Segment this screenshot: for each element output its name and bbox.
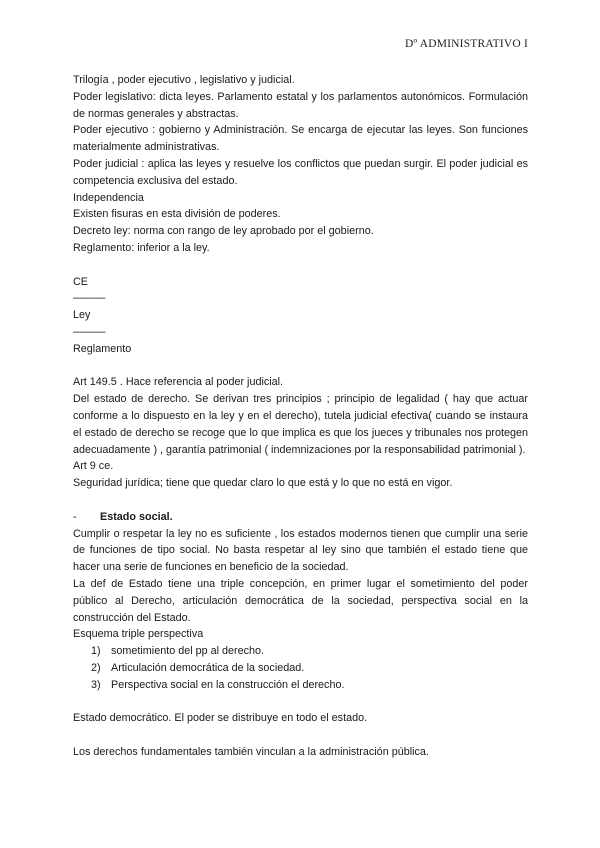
paragraph-poder-judicial: Poder judicial : aplica las leyes y resuelve los conflictos que puedan surgir. El poder judicial es competencia exclusiva del estado. (73, 157, 528, 187)
list-item-text: sometimiento del pp al derecho. (111, 645, 265, 658)
list-item (73, 660, 528, 677)
paragraph-art-149: Art 149.5 . Hace referencia al poder judicial. (73, 376, 284, 389)
page-header: Dº ADMINISTRATIVO I (404, 38, 528, 50)
list-item-number: 1) (91, 645, 101, 658)
hierarchy-ley: Ley (73, 309, 91, 322)
hierarchy-reglamento: Reglamento (73, 342, 132, 355)
paragraph-poder-ejecutivo: Poder ejecutivo : gobierno y Administración. Se encarga de ejecutar las leyes. Son funciones materialmente administrativas. (73, 124, 528, 154)
document-body (73, 72, 528, 761)
hierarchy-separator: ——— (73, 292, 106, 305)
paragraph-independencia: Independencia (73, 191, 144, 204)
list-item (73, 677, 528, 694)
paragraph-esquema: Esquema triple perspectiva (73, 628, 204, 641)
hierarchy-separator: ——— (73, 325, 106, 338)
numbered-list (73, 643, 528, 693)
list-item-number: 2) (91, 661, 101, 674)
list-item (73, 643, 528, 660)
paragraph-def-estado: La def de Estado tiene una triple concepción, en primer lugar el sometimiento del poder público al Derecho, articulación democrática de la sociedad, perspectiva social en la construcción del Estado. (73, 577, 528, 624)
bullet-dash: - (73, 510, 77, 523)
list-item-number: 3) (91, 678, 101, 691)
paragraph-estado-derecho: Del estado de derecho. Se derivan tres principios ; principio de legalidad ( hay que actuar conforme a lo dispuesto en la ley y en el derecho), tutela judicial efectiva( cuando se instaura el estado de derecho se recoge que lo que implica es que los jueces y tribunales nos protegen adecuadamente ) , garantía patrimonial ( indemnizaciones por la responsabilidad patrimonial ). (73, 393, 528, 456)
paragraph-poder-legislativo: Poder legislativo: dicta leyes. Parlamento estatal y los parlamentos autonómicos. Formulación de normas generales y abstractas. (73, 90, 528, 120)
paragraph-estado-democratico: Estado democrático. El poder se distribuye en todo el estado. (73, 712, 368, 725)
section-heading-label: Estado social. (100, 510, 173, 523)
paragraph-art-9: Art 9 ce. (73, 460, 114, 473)
paragraph-decreto-ley: Decreto ley: norma con rango de ley aprobado por el gobierno. (73, 225, 374, 238)
list-item-text: Perspectiva social en la construcción el derecho. (111, 678, 345, 691)
list-item-text: Articulación democrática de la sociedad. (111, 661, 305, 674)
paragraph-cumplir-ley: Cumplir o respetar la ley no es suficiente , los estados modernos tienen que cumplir una serie de funciones de tipo social. No basta respetar al ley sino que también el estado tiene que hacer una serie de funciones en beneficio de la sociedad. (73, 527, 528, 574)
paragraph-fisuras: Existen fisuras en esta división de poderes. (73, 208, 281, 221)
section-heading-estado-social (73, 509, 528, 526)
hierarchy-ce: CE (73, 275, 88, 288)
paragraph-reglamento: Reglamento: inferior a la ley. (73, 241, 210, 254)
paragraph-derechos-fundamentales: Los derechos fundamentales también vinculan a la administración pública. (73, 745, 429, 758)
paragraph-trilogia: Trilogía , poder ejecutivo , legislativo y judicial. (73, 74, 295, 86)
paragraph-seguridad-juridica: Seguridad jurídica; tiene que quedar claro lo que está y lo que no está en vigor. (73, 477, 453, 490)
